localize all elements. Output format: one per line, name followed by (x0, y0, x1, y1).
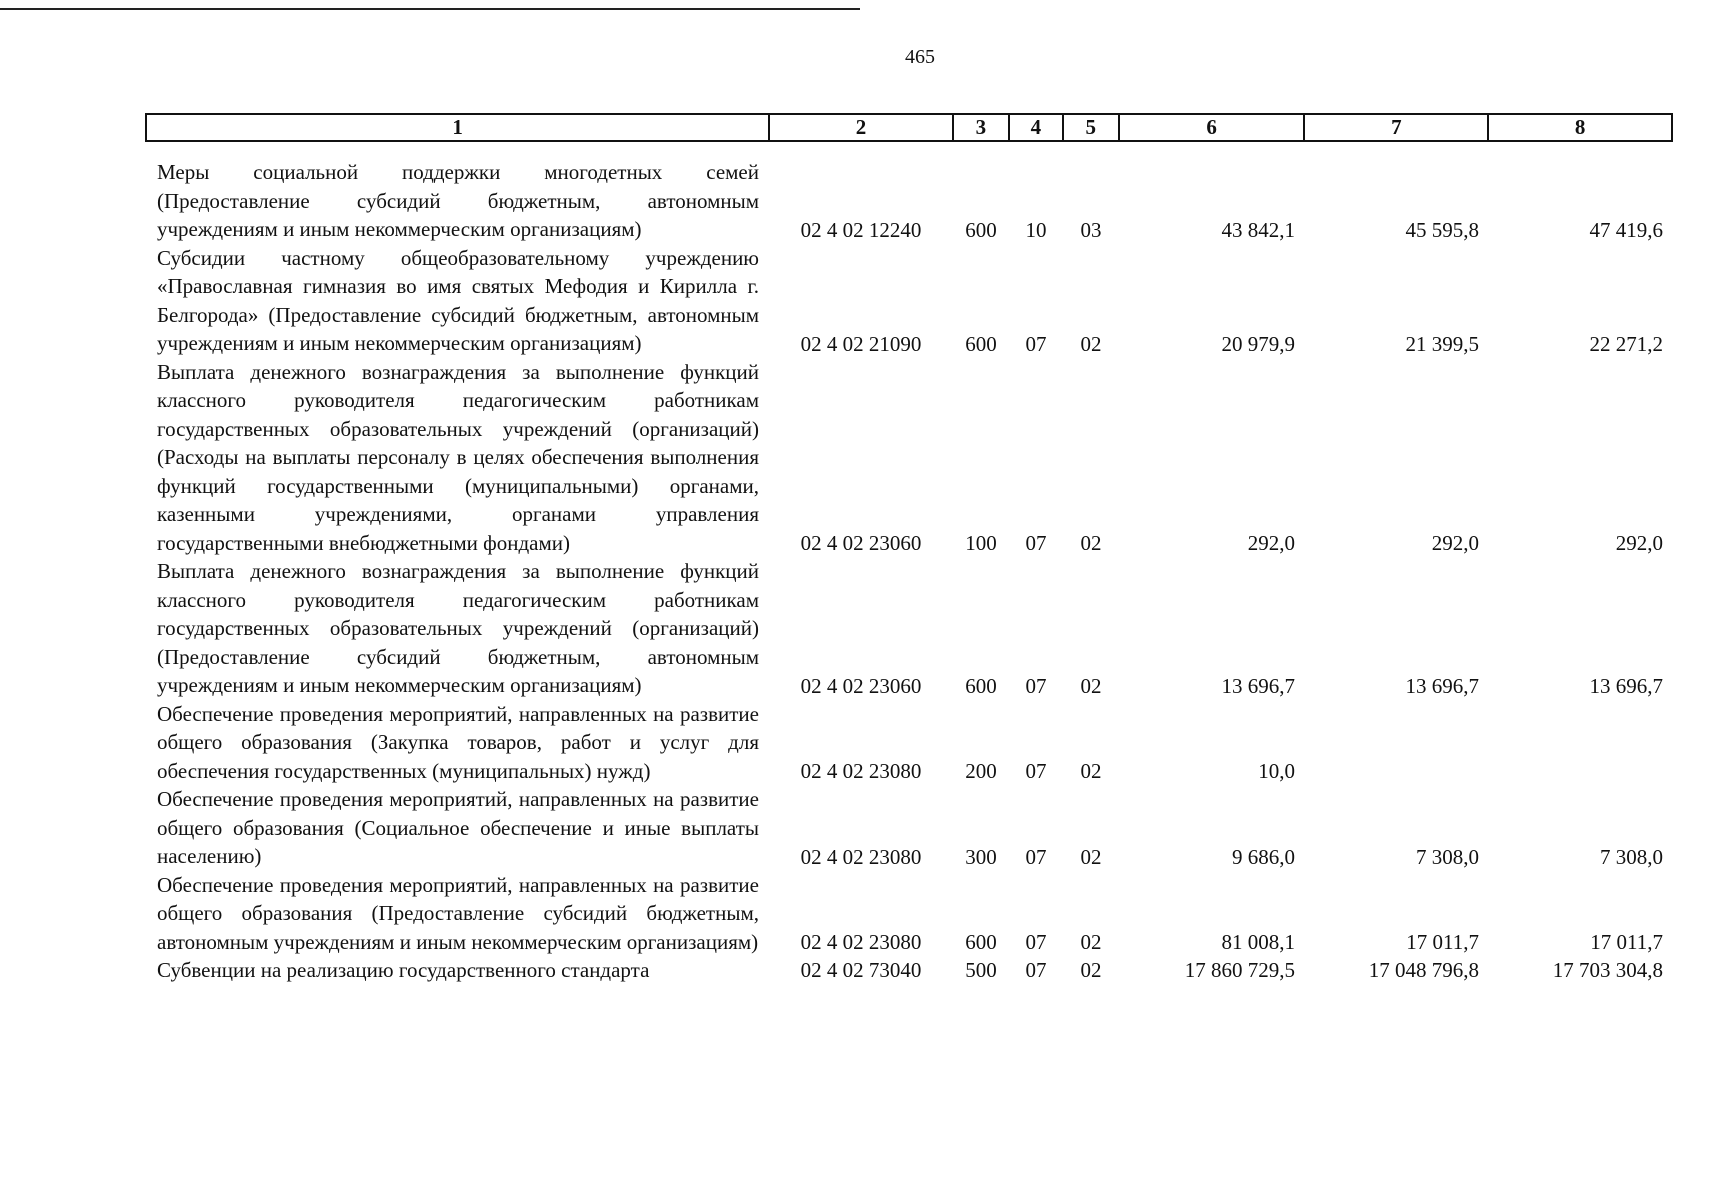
row-col4: 07 (1025, 673, 1047, 698)
row-col3: 600 (965, 217, 997, 242)
row-description: Выплата денежного вознаграждения за выполнение функций классного руководителя педагогическим работникам государственных образовательных учреждений (организаций)(Предоставление субсидий бюджетным, автономным учреждениям и иным некоммерческим организациям) (157, 559, 759, 697)
row-col3: 100 (965, 531, 997, 555)
row-col3: 500 (965, 958, 997, 982)
row-col3: 600 (965, 673, 997, 698)
row-code: 02 4 02 23080 (800, 844, 922, 869)
table-row (145, 956, 1673, 984)
row-description: Меры социальной поддержки многодетных семей (Предоставление субсидий бюджетным, автономным учреждениям и иным некоммерческим организациям) (157, 160, 759, 241)
row-col4: 07 (1025, 930, 1047, 954)
row-col4: 07 (1025, 844, 1047, 869)
row-col6: 13 696,7 (1221, 673, 1295, 698)
row-col6: 43 842,1 (1221, 217, 1295, 242)
row-col8: 13 696,7 (1589, 673, 1663, 698)
page-number: 465 (905, 46, 935, 68)
row-col7: 292,0 (1431, 531, 1479, 555)
row-description: Обеспечение проведения мероприятий, направленных на развитие общего образования (Закупка товаров, работ и услуг для обеспечения государственных (муниципальных) нужд) (157, 701, 759, 783)
row-col8: 22 271,2 (1589, 331, 1663, 356)
table-row (145, 557, 1673, 700)
row-col7: 13 696,7 (1405, 673, 1479, 698)
row-description: Субсидии частному общеобразовательному учреждению «Православная гимназия во имя святых Мефодия и Кирилла г. Белгорода» (Предоставление субсидий бюджетным, автономным учреждениям и иным некоммерческим организациям) (157, 245, 759, 355)
row-col7: 21 399,5 (1405, 331, 1479, 356)
row-col6: 9 686,0 (1232, 844, 1295, 869)
row-col6: 17 860 729,5 (1184, 958, 1295, 982)
row-description: Выплата денежного вознаграждения за выполнение функций классного руководителя педагогическим работникам государственных образовательных учреждений (организаций) (Расходы на выплаты персоналу в целях обеспечения выполнения функций государственными (муниципальными) органами, казенными учреждениями, органами управления государственными внебюджетными фондами) (157, 359, 759, 555)
row-code: 02 4 02 21090 (800, 331, 922, 356)
row-col6: 20 979,9 (1221, 331, 1295, 356)
row-description: Субвенции на реализацию государственного стандарта (157, 958, 650, 982)
row-col4: 10 (1025, 217, 1047, 242)
row-col3: 600 (965, 930, 997, 954)
row-col5: 02 (1080, 958, 1102, 982)
header-col-5: 5 (1064, 115, 1120, 140)
row-col6: 292,0 (1247, 531, 1295, 555)
row-code: 02 4 02 23060 (800, 531, 922, 555)
header-col-7: 7 (1305, 115, 1489, 140)
table-row (145, 871, 1673, 957)
table-body (145, 158, 1673, 984)
table-row (145, 158, 1673, 244)
header-col-6: 6 (1120, 115, 1306, 140)
row-col7: 45 595,8 (1405, 217, 1479, 242)
row-col3: 300 (965, 844, 997, 869)
row-col8: 17 011,7 (1590, 930, 1663, 954)
header-col-3: 3 (954, 115, 1010, 140)
row-col8: 7 308,0 (1600, 844, 1663, 869)
row-description: Обеспечение проведения мероприятий, направленных на развитие общего образования (Предоставление субсидий бюджетным, автономным учреждениям и иным некоммерческим организациям) (157, 872, 759, 954)
row-col5: 02 (1080, 844, 1102, 869)
row-col4: 07 (1025, 958, 1047, 982)
row-col6: 81 008,1 (1221, 930, 1295, 954)
row-col4: 07 (1025, 759, 1047, 783)
row-code: 02 4 02 23080 (800, 759, 922, 783)
table-row (145, 358, 1673, 558)
table-row (145, 700, 1673, 786)
row-col7: 17 011,7 (1406, 930, 1479, 954)
row-code: 02 4 02 23060 (800, 673, 922, 698)
row-description: Обеспечение проведения мероприятий, направленных на развитие общего образования (Социальное обеспечение и иные выплаты населению) (157, 787, 759, 868)
row-code: 02 4 02 73040 (800, 958, 922, 982)
row-col6: 10,0 (1258, 759, 1295, 783)
header-col-2: 2 (770, 115, 954, 140)
table-row (145, 244, 1673, 358)
header-col-4: 4 (1010, 115, 1064, 140)
row-col5: 03 (1080, 217, 1102, 242)
row-col8: 292,0 (1615, 531, 1663, 555)
table-header (145, 113, 1673, 142)
row-col5: 02 (1080, 759, 1102, 783)
row-col8: 47 419,6 (1589, 217, 1663, 242)
row-code: 02 4 02 12240 (800, 217, 922, 242)
row-col3: 200 (965, 759, 997, 783)
header-col-1: 1 (147, 115, 770, 140)
row-col7: 7 308,0 (1416, 844, 1479, 869)
table-row (145, 785, 1673, 871)
row-col4: 07 (1025, 331, 1047, 356)
header-col-8: 8 (1489, 115, 1673, 140)
top-scan-rule (0, 8, 860, 10)
row-col3: 600 (965, 331, 997, 356)
row-col7: 17 048 796,8 (1368, 958, 1479, 982)
row-col5: 02 (1080, 673, 1102, 698)
row-col8: 17 703 304,8 (1552, 958, 1663, 982)
row-code: 02 4 02 23080 (800, 930, 922, 954)
row-col5: 02 (1080, 930, 1102, 954)
row-col5: 02 (1080, 531, 1102, 555)
row-col4: 07 (1025, 531, 1047, 555)
row-col5: 02 (1080, 331, 1102, 356)
